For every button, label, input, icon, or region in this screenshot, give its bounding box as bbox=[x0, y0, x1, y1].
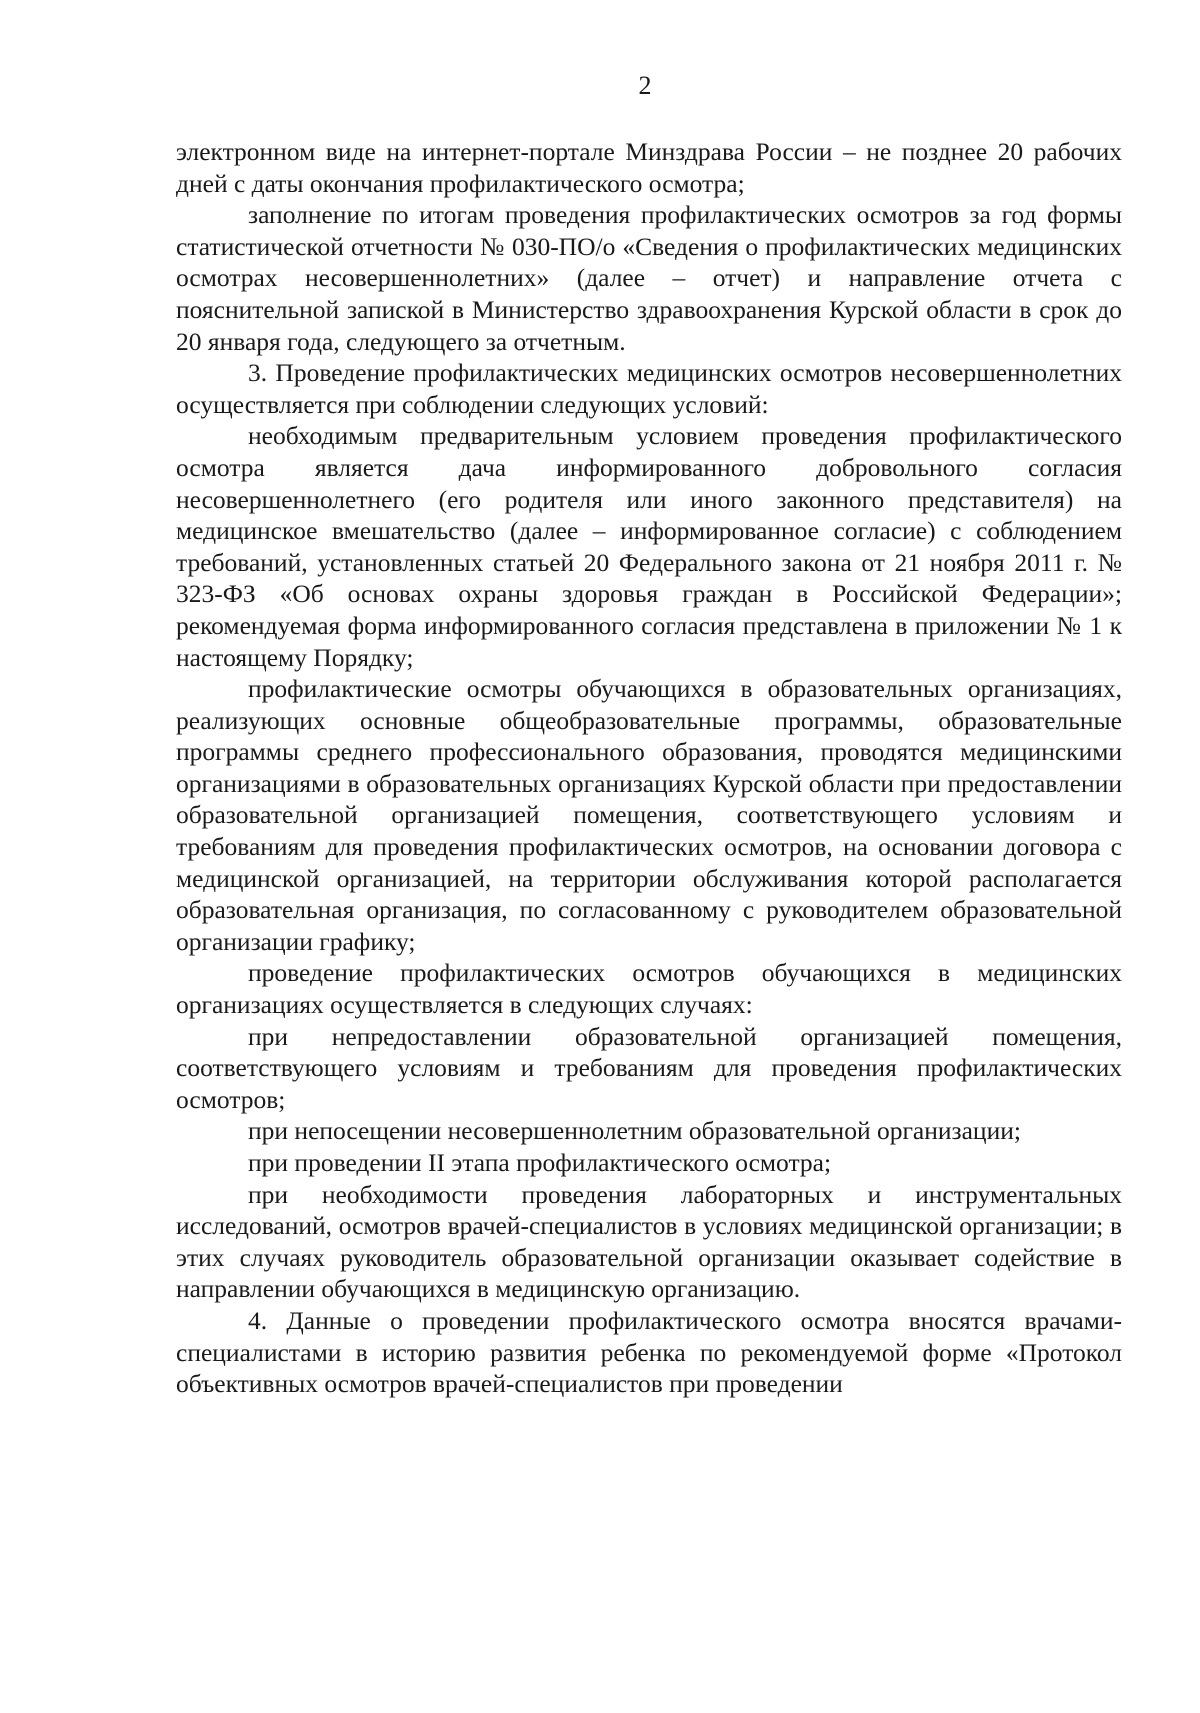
paragraph: 3. Проведение профилактических медицинских осмотров несовершеннолетних осуществляется при соблюдении следующих условий: bbox=[176, 358, 1122, 419]
paragraph: при непосещении несовершеннолетним образовательной организации; bbox=[248, 1116, 1021, 1146]
paragraph: проведение профилактических осмотров обучающихся в медицинских организациях осуществляется в следующих случаях: bbox=[176, 958, 1122, 1020]
paragraph: при необходимости проведения лабораторных и инструментальных исследований, осмотров врачей-специалистов в условиях медицинской организации; в этих случаях руководитель образовательной организации оказывает содействие в направлении обучающихся в медицинскую организацию. bbox=[176, 1179, 1122, 1304]
page-number: 2 bbox=[638, 71, 652, 100]
paragraph: необходимым предварительным условием проведения профилактического осмотра является дача информированного добровольного согласия несовершеннолетнего (его родителя или иного законного представителя) на медицинское вмешательство (далее – информированное согласие) с соблюдением требований, установленных статьей 20 Федерального закона от 21 ноября 2011 г. № 323-ФЗ «Об основах охраны здоровья граждан в Российской Федерации»; рекомендуемая форма информированного согласия представлена в приложении № 1 к настоящему Порядку; bbox=[176, 421, 1122, 672]
paragraph: при проведении II этапа профилактического осмотра; bbox=[248, 1148, 832, 1177]
paragraph: при непредоставлении образовательной организацией помещения, соответствующего условиям и требованиям для проведения профилактических осмотров; bbox=[176, 1021, 1122, 1114]
paragraph: заполнение по итогам проведения профилактических осмотров за год формы статистической отчетности № 030-ПО/о «Сведения о профилактических медицинских осмотрах несовершеннолетних» (далее – отчет) и направление отчета с пояснительной запиской в Министерство здравоохранения Курской области в срок до 20 января года, следующего за отчетным. bbox=[176, 200, 1122, 356]
paragraph: профилактические осмотры обучающихся в образовательных организациях, реализующих основные общеобразовательные программы, образовательные программы среднего профессионального образования, проводятся медицинскими организациями в образовательных организациях Курской области при предоставлении образовательной организацией помещения, соответствующего условиям и требованиям для проведения профилактических осмотров, на основании договора с медицинской организацией, на территории обслуживания которой располагается образовательная организация, по согласованному с руководителем образовательной организации графику; bbox=[176, 674, 1122, 956]
paragraph: электронном виде на интернет-портале Минздрава России – не позднее 20 рабочих дней с даты окончания профилактического осмотра; bbox=[176, 137, 1122, 198]
document-body bbox=[176, 136, 1122, 1400]
paragraph: 4. Данные о проведении профилактического осмотра вносятся врачами-специалистами в историю развития ребенка по рекомендуемой форме «Протокол объективных осмотров врачей-специалистов при проведении bbox=[176, 1305, 1122, 1399]
